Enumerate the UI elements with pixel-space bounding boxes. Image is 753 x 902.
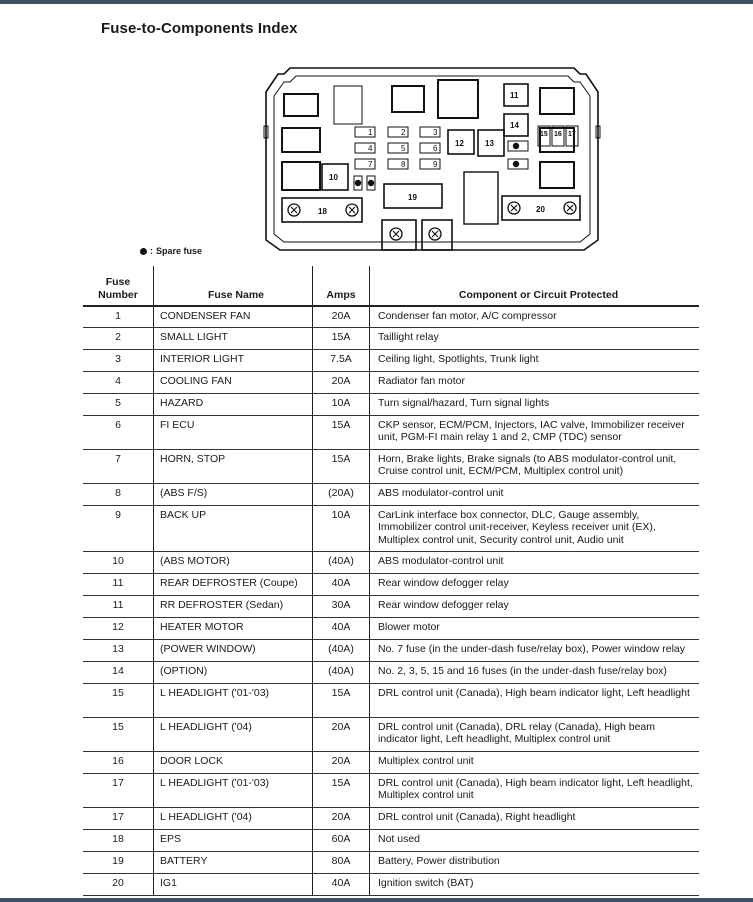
fuse-name-cell: L HEADLIGHT ('04) [154, 717, 313, 751]
fuse-label-15: 15 [540, 131, 548, 138]
component-cell: DRL control unit (Canada), Right headlight [370, 807, 700, 829]
component-cell: Horn, Brake lights, Brake signals (to ABS modulator-control unit, Cruise control unit, ECM/PCM, Multiplex control unit) [370, 449, 700, 483]
top-border [0, 0, 753, 4]
table-row [83, 551, 699, 573]
table-body [83, 306, 699, 895]
fuse-label-11: 11 [510, 91, 519, 100]
component-cell: No. 7 fuse (in the under-dash fuse/relay box), Power window relay [370, 639, 700, 661]
amps-cell: 15A [313, 449, 370, 483]
amps-cell: 40A [313, 617, 370, 639]
fuse-index-table [83, 266, 699, 896]
fuse-label-17: 17 [568, 131, 576, 138]
fuse-name-cell: DOOR LOCK [154, 751, 313, 773]
table-row [83, 415, 699, 449]
amps-cell: 80A [313, 851, 370, 873]
amps-cell: 15A [313, 773, 370, 807]
table-row [83, 683, 699, 717]
amps-cell: 15A [313, 683, 370, 717]
fuse-number-cell: 20 [83, 873, 154, 895]
table-row [83, 751, 699, 773]
fuse-number-cell: 11 [83, 595, 154, 617]
fuse-number-cell: 16 [83, 751, 154, 773]
fuse-label-2: 2 [401, 128, 406, 137]
component-cell: DRL control unit (Canada), High beam indicator light, Left headlight, Multiplex control unit [370, 773, 700, 807]
table-row [83, 595, 699, 617]
spare-fuse-dot-icon [140, 248, 147, 255]
legend-colon: : [150, 246, 153, 256]
amps-cell: 10A [313, 505, 370, 551]
component-cell: Turn signal/hazard, Turn signal lights [370, 393, 700, 415]
header-fuse-number: Fuse Number [83, 266, 154, 306]
amps-cell: 15A [313, 415, 370, 449]
component-cell: CKP sensor, ECM/PCM, Injectors, IAC valve, Immobilizer receiver unit, PGM-FI main relay 1 and 2, CMP (TDC) sensor [370, 415, 700, 449]
component-cell: Rear window defogger relay [370, 573, 700, 595]
fuse-number-cell: 5 [83, 393, 154, 415]
fuse-label-12: 12 [455, 139, 464, 148]
header-fuse-name: Fuse Name [154, 266, 313, 306]
fuse-name-cell: EPS [154, 829, 313, 851]
amps-cell: 20A [313, 371, 370, 393]
component-cell: ABS modulator-control unit [370, 483, 700, 505]
fuse-number-cell: 17 [83, 773, 154, 807]
table-row [83, 349, 699, 371]
amps-cell: 7.5A [313, 349, 370, 371]
fuse-box-diagram [262, 64, 602, 254]
fuse-name-cell: L HEADLIGHT ('01-'03) [154, 773, 313, 807]
fuse-name-cell: CONDENSER FAN [154, 306, 313, 327]
table-row [83, 873, 699, 895]
fuse-name-cell: RR DEFROSTER (Sedan) [154, 595, 313, 617]
fuse-number-cell: 18 [83, 829, 154, 851]
fuse-name-cell: FI ECU [154, 415, 313, 449]
component-cell: Ceiling light, Spotlights, Trunk light [370, 349, 700, 371]
fuse-number-cell: 1 [83, 306, 154, 327]
amps-cell: 60A [313, 829, 370, 851]
fuse-name-cell: (ABS MOTOR) [154, 551, 313, 573]
fuse-label-3: 3 [433, 128, 438, 137]
table-header-row [83, 266, 699, 306]
fuse-name-cell: IG1 [154, 873, 313, 895]
amps-cell: (40A) [313, 639, 370, 661]
fuse-label-8: 8 [401, 160, 406, 169]
fuse-name-cell: HAZARD [154, 393, 313, 415]
fuse-label-16: 16 [554, 131, 562, 138]
fuse-number-cell: 8 [83, 483, 154, 505]
component-cell: DRL control unit (Canada), High beam indicator light, Left headlight [370, 683, 700, 717]
component-cell: Not used [370, 829, 700, 851]
fuse-number-cell: 15 [83, 717, 154, 751]
component-cell: Multiplex control unit [370, 751, 700, 773]
component-cell: Taillight relay [370, 327, 700, 349]
fuse-number-cell: 3 [83, 349, 154, 371]
mini-fuse-labels [368, 128, 438, 169]
fuse-label-7: 7 [368, 160, 373, 169]
fuse-label-4: 4 [368, 144, 373, 153]
table-row [83, 449, 699, 483]
component-cell: Radiator fan motor [370, 371, 700, 393]
fuse-name-cell: L HEADLIGHT ('04) [154, 807, 313, 829]
fuse-name-cell: L HEADLIGHT ('01-'03) [154, 683, 313, 717]
fuse-label-13: 13 [485, 139, 494, 148]
table-row [83, 393, 699, 415]
fuse-number-cell: 4 [83, 371, 154, 393]
relay-left-2 [282, 128, 320, 152]
component-cell: DRL control unit (Canada), DRL relay (Canada), High beam indicator light, Left headlight, Multiplex control unit [370, 717, 700, 751]
fuse-label-5: 5 [401, 144, 406, 153]
bottom-border [0, 898, 753, 902]
table-row [83, 573, 699, 595]
legend-label: Spare fuse [156, 246, 203, 256]
table-row [83, 773, 699, 807]
fuse-number-cell: 14 [83, 661, 154, 683]
fuse-name-cell: HORN, STOP [154, 449, 313, 483]
table-row [83, 371, 699, 393]
fuse-label-10: 10 [329, 173, 338, 182]
table-row [83, 639, 699, 661]
component-cell: Battery, Power distribution [370, 851, 700, 873]
fuse-number-cell: 15 [83, 683, 154, 717]
amps-cell: 40A [313, 573, 370, 595]
fuse-number-cell: 9 [83, 505, 154, 551]
header-component: Component or Circuit Protected [370, 266, 700, 306]
amps-cell: 30A [313, 595, 370, 617]
amps-cell: 15A [313, 327, 370, 349]
fuse-label-19: 19 [408, 193, 417, 202]
amps-cell: 40A [313, 873, 370, 895]
fuse-number-cell: 17 [83, 807, 154, 829]
fuse-name-cell: BATTERY [154, 851, 313, 873]
amps-cell: (40A) [313, 551, 370, 573]
amps-cell: 20A [313, 306, 370, 327]
fuse-name-cell: INTERIOR LIGHT [154, 349, 313, 371]
amps-cell: (40A) [313, 661, 370, 683]
fuse-name-cell: (OPTION) [154, 661, 313, 683]
fuse-label-6: 6 [433, 144, 438, 153]
fuse-number-cell: 2 [83, 327, 154, 349]
fuse-label-20: 20 [536, 205, 545, 214]
fuse-name-cell: COOLING FAN [154, 371, 313, 393]
page-title: Fuse-to-Components Index [101, 20, 298, 37]
component-cell: Ignition switch (BAT) [370, 873, 700, 895]
table-row [83, 483, 699, 505]
component-cell: CarLink interface box connector, DLC, Gauge assembly, Immobilizer control unit-receiver, Keyless receiver unit (EX), Multiplex control unit, Security control unit, Audio unit [370, 505, 700, 551]
spare-slot-box [464, 172, 498, 224]
table-row [83, 829, 699, 851]
component-cell: Condenser fan motor, A/C compressor [370, 306, 700, 327]
fuse-name-cell: BACK UP [154, 505, 313, 551]
fuse-name-cell: REAR DEFROSTER (Coupe) [154, 573, 313, 595]
relay-left-3 [282, 162, 320, 190]
fuse-name-cell: (ABS F/S) [154, 483, 313, 505]
amps-cell: (20A) [313, 483, 370, 505]
fuse-label-14: 14 [510, 121, 519, 130]
fuse-name-cell: (POWER WINDOW) [154, 639, 313, 661]
fuse-name-cell: HEATER MOTOR [154, 617, 313, 639]
fuse-number-cell: 10 [83, 551, 154, 573]
fuse-number-cell: 6 [83, 415, 154, 449]
table-row [83, 661, 699, 683]
amps-cell: 10A [313, 393, 370, 415]
mini-fuse-grid [354, 127, 528, 190]
fuse-number-cell: 19 [83, 851, 154, 873]
component-cell: Rear window defogger relay [370, 595, 700, 617]
fuse-number-cell: 13 [83, 639, 154, 661]
relay-right-3 [540, 162, 574, 188]
fuse-name-cell: SMALL LIGHT [154, 327, 313, 349]
fuse-label-9: 9 [433, 160, 438, 169]
fuse-number-cell: 11 [83, 573, 154, 595]
amps-cell: 20A [313, 751, 370, 773]
relay-right-1 [540, 88, 574, 114]
table-row [83, 617, 699, 639]
component-cell: Blower motor [370, 617, 700, 639]
spare-fuse-legend [140, 246, 202, 256]
relay-left-1 [284, 94, 318, 116]
table-row [83, 505, 699, 551]
header-amps: Amps [313, 266, 370, 306]
table-row [83, 717, 699, 751]
relay-top-3 [438, 80, 478, 118]
relay-top-2 [392, 86, 424, 112]
table-row [83, 851, 699, 873]
fuse-number-cell: 12 [83, 617, 154, 639]
fuse-label-1: 1 [368, 128, 373, 137]
component-cell: ABS modulator-control unit [370, 551, 700, 573]
table-row [83, 807, 699, 829]
component-cell: No. 2, 3, 5, 15 and 16 fuses (in the under-dash fuse/relay box) [370, 661, 700, 683]
table-row [83, 327, 699, 349]
relay-top-1 [334, 86, 362, 124]
amps-cell: 20A [313, 807, 370, 829]
amps-cell: 20A [313, 717, 370, 751]
fuse-number-cell: 7 [83, 449, 154, 483]
table-row [83, 306, 699, 327]
fuse-label-18: 18 [318, 207, 327, 216]
